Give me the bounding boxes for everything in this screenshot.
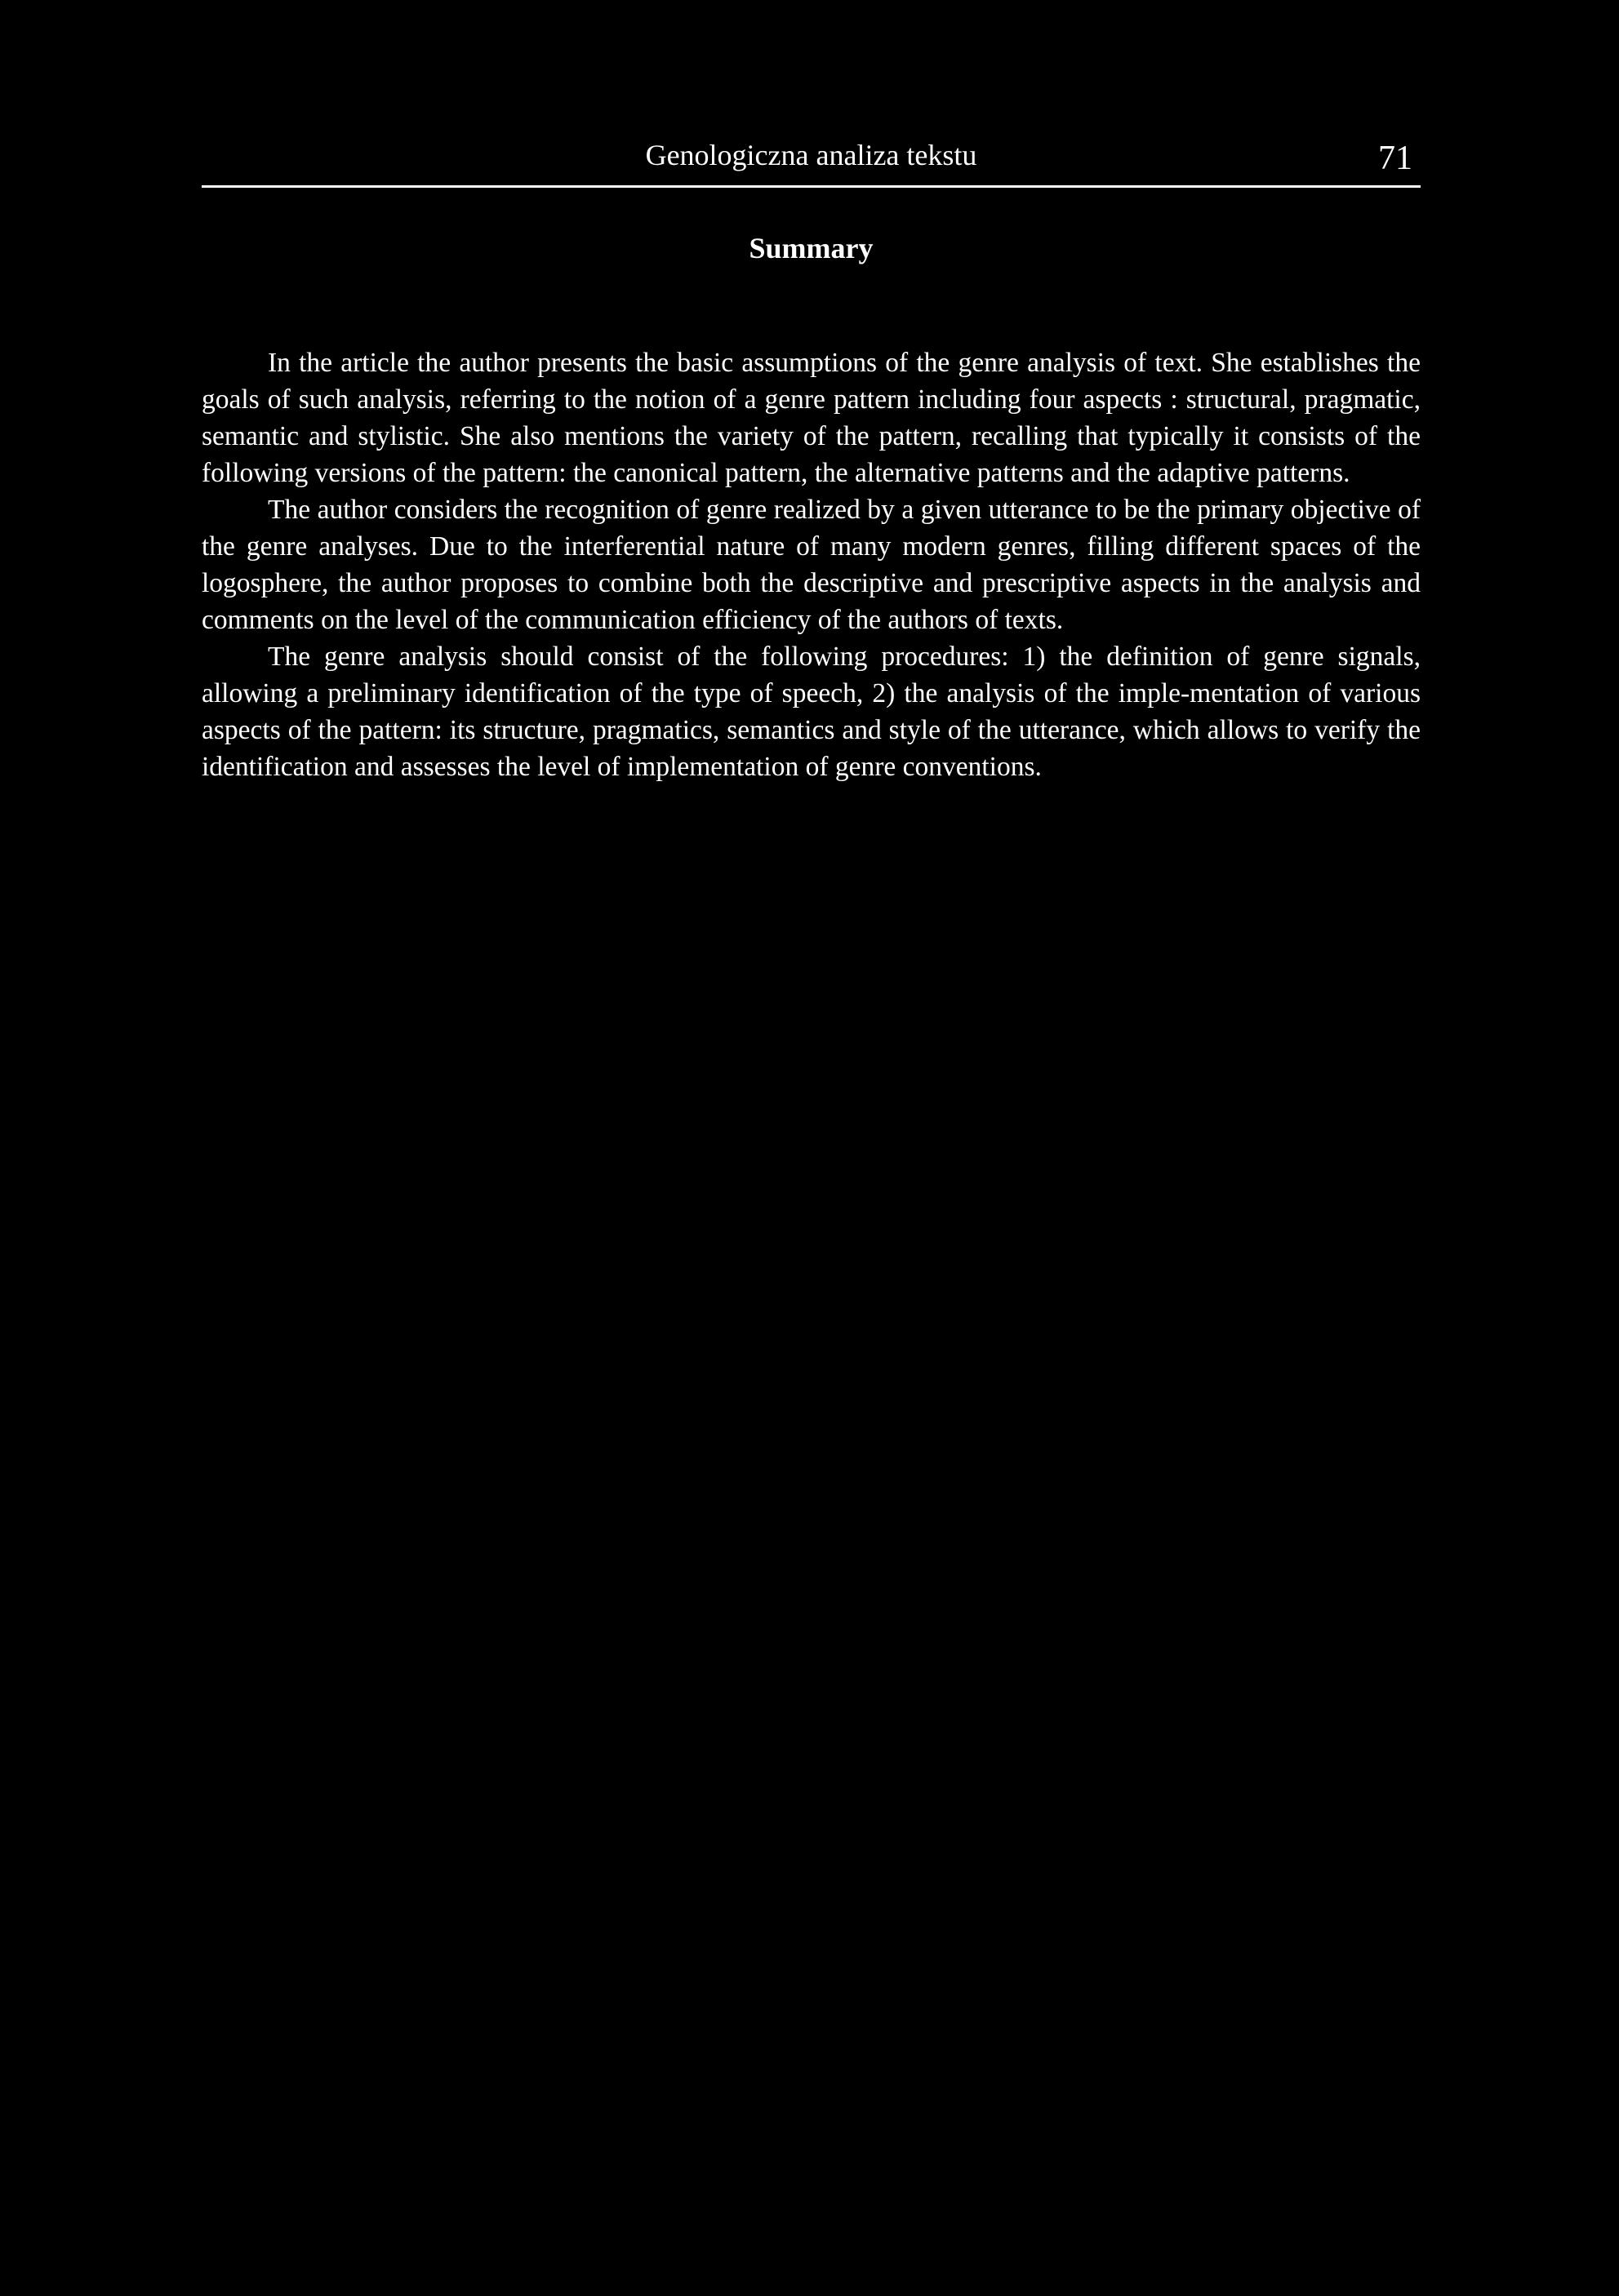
page-number: 71 <box>1378 140 1412 177</box>
summary-paragraph-2: The author considers the recognition of genre realized by a given utterance to be the primary objective of the genre analyses. Due to the interferential nature of many modern genres, filling different spaces of the logosphere, the author proposes to combine both the descriptive and prescriptive aspects in the analysis and comments on the level of the communication efficiency of the authors of texts. <box>202 495 1421 635</box>
running-title: Genologiczna analiza tekstu <box>645 139 977 171</box>
running-header <box>202 122 1421 188</box>
summary-paragraph-3: The genre analysis should consist of the following procedures: 1) the definition of genre signals, allowing a preliminary identification of the type of speech, 2) the analysis of the imple-mentation of various aspects of the pattern: its structure, pragmatics, semantics and style of the utterance, which allows to verify the identification and assesses the level of implementation of genre conventions. <box>202 642 1421 782</box>
summary-paragraph-1: In the article the author presents the basic assumptions of the genre analysis of text. She establishes the goals of such analysis, referring to the notion of a genre pattern including four aspects : structural, pragmatic, semantic and stylistic. She also mentions the variety of the pattern, recalling that typically it consists of the following versions of the pattern: the canonical pattern, the alternative patterns and the adaptive patterns. <box>202 348 1421 488</box>
summary-body <box>202 344 1421 785</box>
header-rule <box>202 185 1421 188</box>
section-heading: Summary <box>749 232 874 264</box>
